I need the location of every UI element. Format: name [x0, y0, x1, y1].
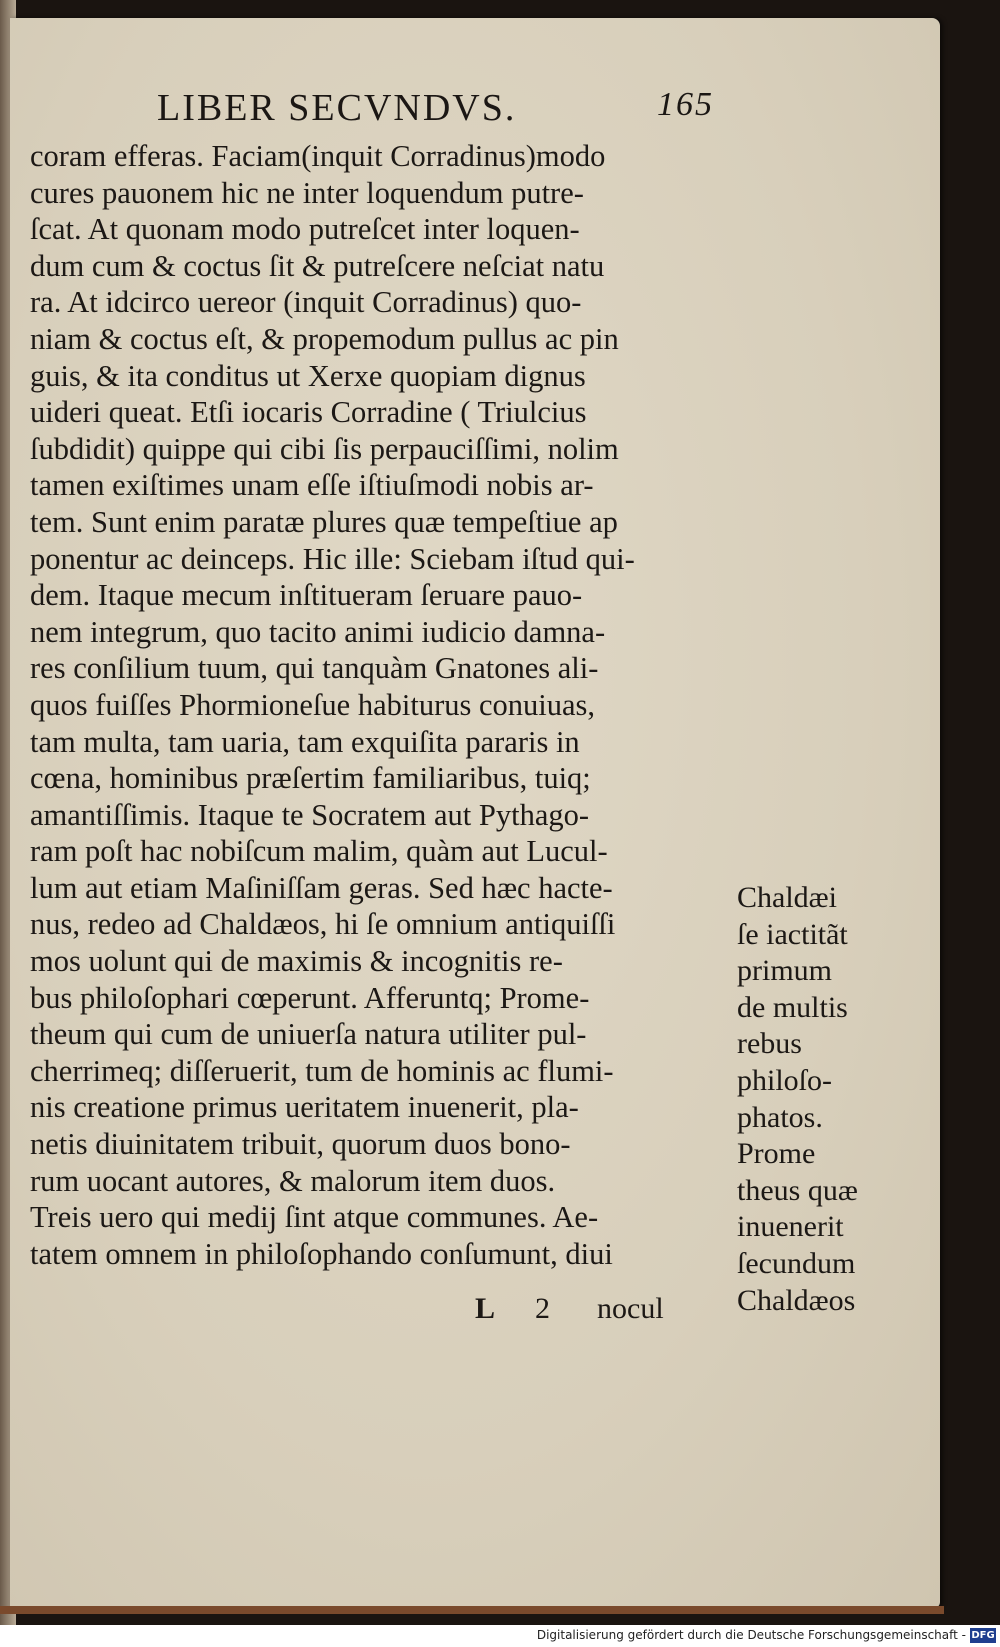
margin-note-line: theus quæ	[737, 1173, 858, 1207]
text-line: tamen exiſtimes unam eſſe iſtiuſmodi nobis ar-	[30, 468, 594, 503]
margin-note-line: de multis	[737, 990, 848, 1024]
margin-note-line: Chaldæi	[737, 881, 838, 914]
text-line: nem integrum, quo tacito animi iudicio damna-	[30, 614, 606, 649]
text-line: ſcat. At quonam modo putreſcet inter loquen-	[30, 212, 580, 247]
text-line: tem. Sunt enim paratæ plures quæ tempeſtiue ap	[30, 504, 618, 539]
text-line: cherrimeq; diſſeruerit, tum de hominis ac flumi-	[30, 1053, 614, 1088]
margin-note-line: philoſo-	[737, 1063, 832, 1097]
margin-note-line: ſecundum	[737, 1246, 856, 1280]
text-line: tam multa, tam uaria, tam exquiſita pararis in	[30, 724, 580, 759]
text-line: rum uocant autores, & malorum item duos.	[30, 1163, 556, 1198]
text-line: dem. Itaque mecum inſtitueram ſeruare pauo-	[30, 578, 583, 613]
text-line: theum qui cum de uniuerſa natura utiliter pul-	[30, 1017, 587, 1052]
page-number: 165	[657, 86, 714, 123]
margin-note-line: Prome	[737, 1137, 816, 1171]
body-text	[30, 138, 740, 1272]
text-line: netis diuinitatem tribuit, quorum duos bono-	[30, 1127, 571, 1162]
text-line: ram poſt hac nobiſcum malim, quàm aut Lucul-	[30, 834, 608, 869]
text-line: amantiſſimis. Itaque te Socratem aut Pythago-	[30, 797, 590, 832]
text-line: mos uolunt qui de maximis & incognitis re-	[30, 944, 563, 979]
text-line: ſubdidit) quippe qui cibi ſis perpauciſſimi, nolim	[30, 431, 619, 466]
running-head	[157, 86, 717, 138]
text-line: nus, redeo ad Chaldæos, hi ſe omnium antiquiſſi	[30, 907, 616, 942]
text-line: cures pauonem hic ne inter loquendum putre-	[30, 175, 584, 210]
text-line: res conſilium tuum, qui tanquàm Gnatones ali-	[30, 651, 599, 686]
text-line: dum cum & coctus ſit & putreſcere neſciat natu	[30, 248, 605, 283]
text-line: uideri queat. Etſi iocaris Corradine ( Triulcius	[30, 395, 587, 430]
text-line: coram efferas. Faciam(inquit Corradinus)modo	[30, 139, 606, 173]
margin-notes	[737, 880, 897, 1319]
text-line: Treis uero qui medij ſint atque communes. Ae-	[30, 1200, 599, 1235]
page-footer	[475, 1292, 715, 1332]
text-line: niam & coctus eſt, & propemodum pullus ac pin	[30, 321, 619, 356]
text-line: guis, & ita conditus ut Xerxe quopiam dignus	[30, 358, 586, 393]
margin-note-line: inuenerit	[737, 1210, 844, 1244]
running-head-title: LIBER SECVNDVS.	[157, 87, 517, 129]
margin-note-line: Chaldæos	[737, 1283, 856, 1317]
text-line: ponentur ac deinceps. Hic ille: Sciebam iſtud qui-	[30, 541, 635, 576]
margin-note-line: phatos.	[737, 1100, 823, 1134]
dfg-credit-text: Digitalisierung gefördert durch die Deutsche Forschungsgemeinschaft -	[536, 1628, 966, 1642]
margin-note-line: ſe iactitãt	[737, 917, 848, 951]
text-line: lum aut etiam Maſiniſſam geras. Sed hæc hacte-	[30, 870, 613, 905]
catchword: nocul	[597, 1292, 664, 1325]
text-line: ra. At idcirco uereor (inquit Corradinus) quo-	[30, 285, 582, 320]
margin-note-line: primum	[737, 954, 832, 988]
signature-mark: L	[475, 1292, 496, 1325]
dfg-credit-bar	[0, 1625, 1000, 1647]
text-line: quos fuiſſes Phormioneſue habiturus conuiuas,	[30, 687, 596, 722]
signature-number: 2	[535, 1292, 550, 1325]
dfg-logo-icon: DFG	[971, 1630, 995, 1641]
text-line: nis creatione primus ueritatem inuenerit, pla-	[30, 1090, 579, 1125]
text-line: tatem omnem in philoſophando conſumunt, diui	[30, 1236, 613, 1271]
text-line: bus philoſophari cœperunt. Afferuntq; Prome-	[30, 980, 590, 1015]
margin-note-line: rebus	[737, 1027, 802, 1061]
text-line: cœna, hominibus præſertim familiaribus, tuiq;	[30, 761, 591, 796]
page-bottom-edge	[0, 1606, 944, 1614]
